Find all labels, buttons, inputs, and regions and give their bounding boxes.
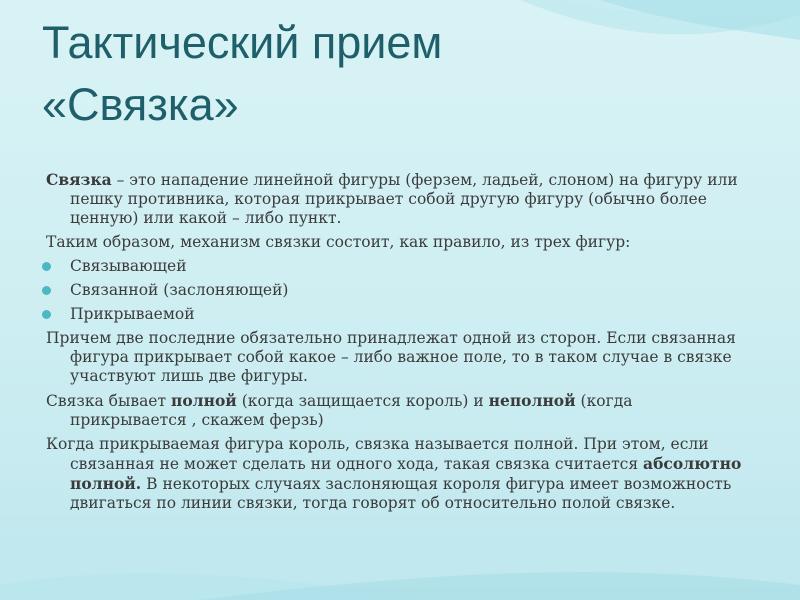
- title-line-2: «Связка»: [42, 79, 239, 130]
- list-item: [46, 305, 746, 324]
- list-item: [46, 257, 746, 276]
- definition-text: – это нападение линейной фигуры (ферзем, ладьей, слоном) на фигуру или пешку противника, которая прикрывает собой другую фигуру (обычно более ценную) или какой – либо пункт.: [70, 171, 738, 227]
- definition-paragraph: [46, 170, 746, 228]
- mechanism-paragraph: Таким образом, механизм связки состоит, как правило, из трех фигур:: [46, 233, 631, 251]
- term-absolute: абсолютно полной.: [70, 454, 742, 493]
- bullet-icon: [42, 286, 51, 295]
- conclusion-text-c: В некоторых случаях заслоняющая короля фигура имеет возможность двигаться по линии связки, тогда говорят об относительно полой связке.: [70, 475, 732, 512]
- term-partial: неполной: [488, 391, 576, 410]
- list-item: [46, 281, 746, 300]
- types-text-a: Связка бывает: [46, 392, 171, 410]
- bullet-icon: [42, 262, 51, 271]
- explanation-paragraph: Причем две последние обязательно принадлежат одной из сторон. Если связанная фигура прикрывает собой какое – либо важное поле, то в таком случае в связке участвуют лишь две фигуры.: [46, 329, 736, 385]
- bullet-icon: [42, 310, 51, 319]
- list-item-label: Связанной (заслоняющей): [70, 281, 289, 299]
- list-item-label: Связывающей: [70, 257, 187, 275]
- term-bold: Связка: [46, 170, 112, 189]
- title-line-1: Тактический прием: [42, 17, 443, 68]
- term-full: полной: [170, 391, 237, 410]
- conclusion-text-a: Когда прикрываемая фигура король, связка называется полной. При этом, если связанная не может сделать ни одного хода, такая связка считается: [46, 435, 709, 473]
- types-text-c: (когда защищается король) и: [236, 392, 489, 410]
- conclusion-paragraph: [46, 435, 746, 513]
- types-paragraph: [46, 391, 746, 430]
- slide-title: [42, 12, 602, 136]
- list-item-label: Прикрываемой: [70, 305, 195, 323]
- types-text-e: (когда прикрывается , скажем ферзь): [70, 392, 633, 429]
- slide-body: [46, 170, 746, 518]
